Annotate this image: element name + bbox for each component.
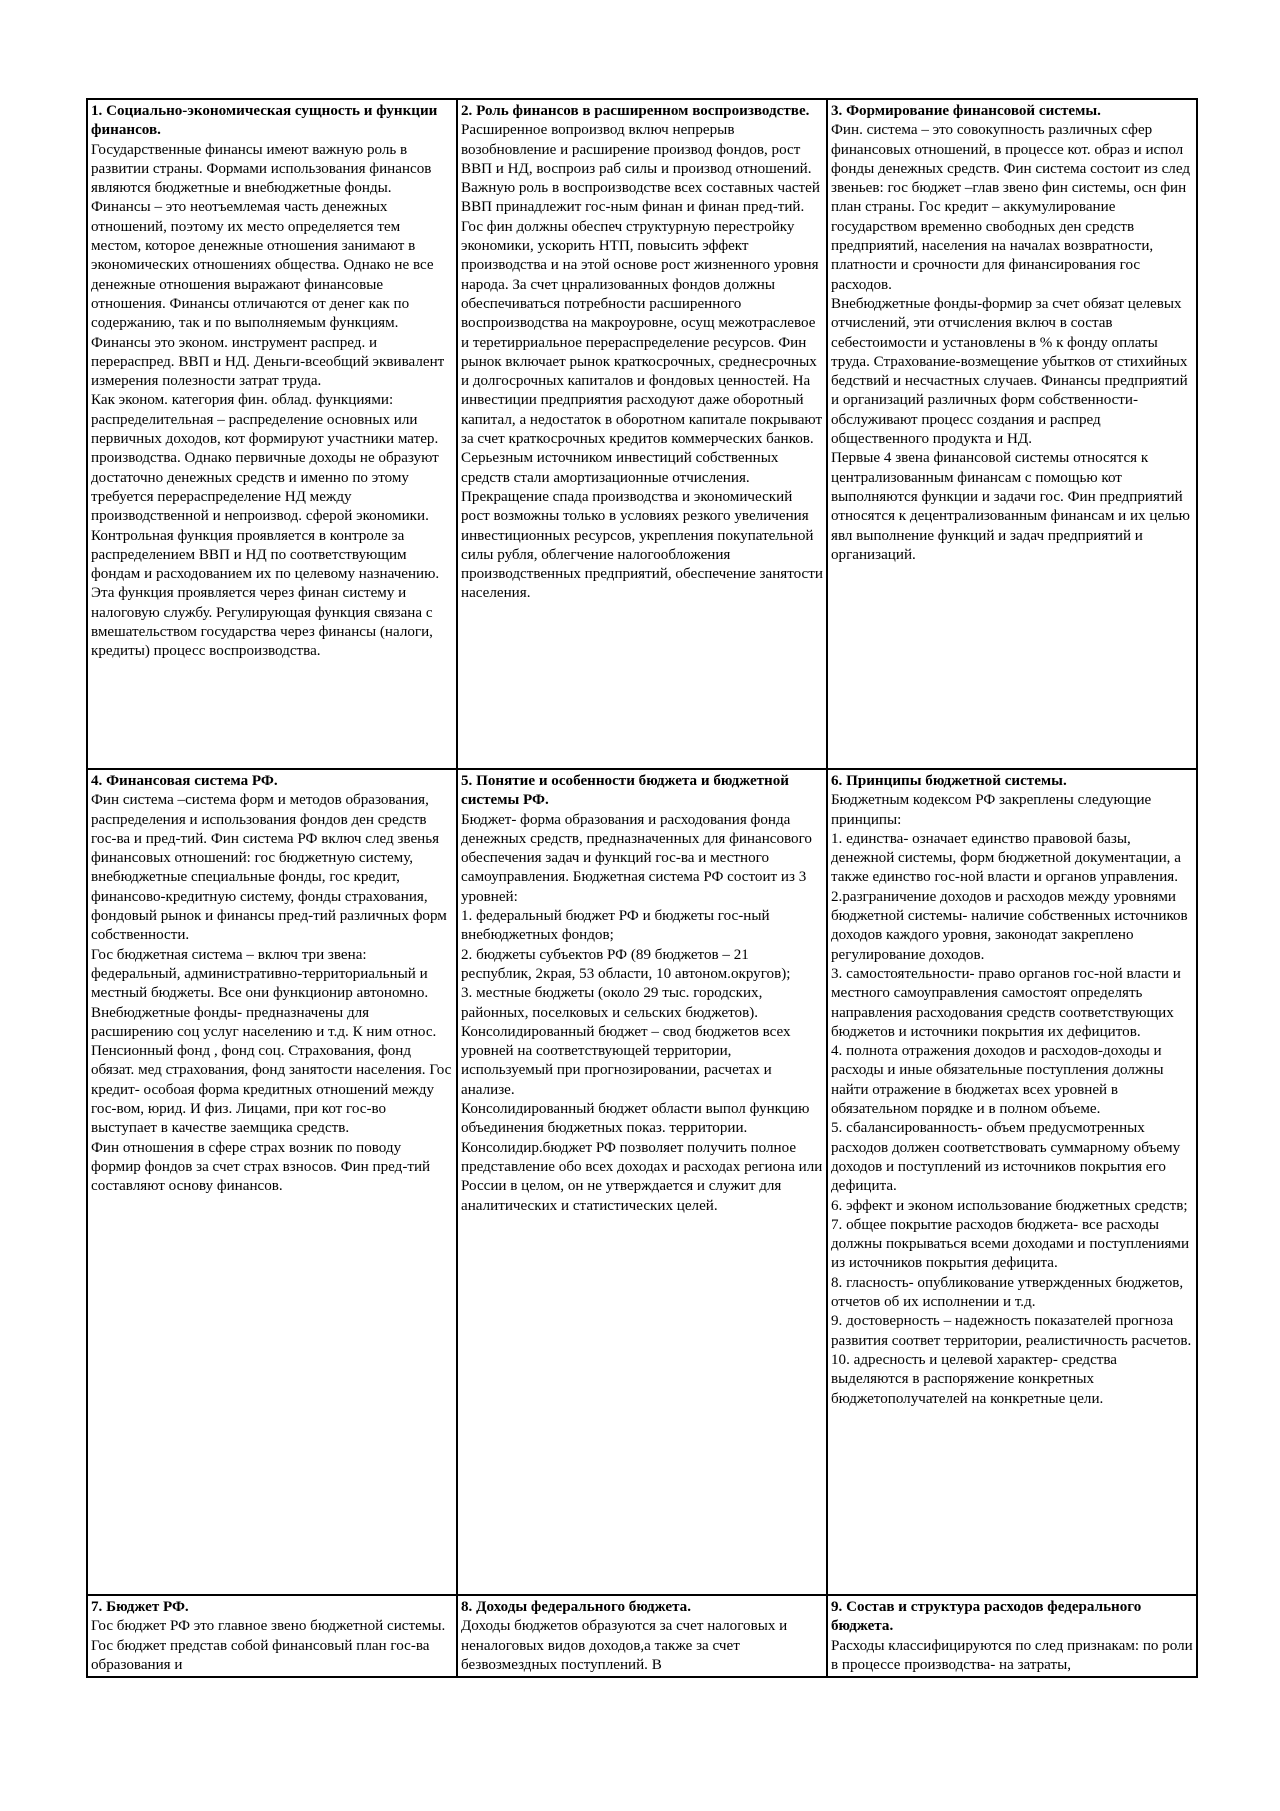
- table-row: [87, 1595, 1197, 1677]
- section-title: 2. Роль финансов в расширенном воспроизводстве.: [461, 103, 810, 119]
- table-row: [87, 769, 1197, 1595]
- section-title: 7. Бюджет РФ.: [91, 1599, 189, 1615]
- table-row: [87, 99, 1197, 769]
- section-paragraph: Гос бюджет РФ это главное звено бюджетной системы. Гос бюджет представ собой финансовый план гос-ва образования и: [91, 1618, 446, 1673]
- section-paragraph: Консолидир.бюджет РФ позволяет получить полное представление обо всех доходах и расходах региона или России в целом, он не утверждается и служит для аналитических и статистических целей.: [461, 1139, 823, 1214]
- section-paragraph: Фин система –система форм и методов образования, распределения и использования фондов ден средств гос-ва и пред-тий. Фин система РФ включ след звенья финансовых отношений: гос бюджетную систему, внебюджетные специальные фонды, гос кредит, финансово-кредитную систему, фонды страхования, фондовый рынок и финансы пред-тий различных форм собственности.: [91, 792, 447, 944]
- section-paragraph: 4. полнота отражения доходов и расходов-доходы и расходы и иные обязательные поступления должны найти отражение в бюджетах всех уровней в обязательном порядке и в полном объеме.: [831, 1043, 1164, 1118]
- table-cell: [827, 1595, 1197, 1677]
- section-paragraph: 5. сбалансированность- объем предусмотренных расходов должен соответствовать суммарному объему доходов и поступлений из источников покрытия его дефицита.: [831, 1120, 1181, 1195]
- section-paragraph: Расходы классифицируются по след признакам: по роли в процессе производства- на затраты,: [831, 1637, 1193, 1673]
- section-paragraph: Как эконом. категория фин. облад. функциями: распределительная – распределение основных или первичных доходов, кот формируют участники матер. производства. Однако первичные доходы не образуют достаточно денежных средств и именно по этому требуется перераспределение НД между производственной и непроизвод. сферой экономики. Контрольная функция проявляется в контроле за распределением ВВП и НД по соответствующим фондам и расходованием их по целевому назначению. Эта функция проявляется через финан систему и налоговую службу. Регулирующая функция связана с вмешательством государства через финансы (налоги, кредиты) процесс воспроизводства.: [91, 392, 440, 660]
- section-paragraph: 1. федеральный бюджет РФ и бюджеты гос-ный внебюджетных фондов;: [461, 908, 770, 944]
- section-title: 5. Понятие и особенности бюджета и бюджетной системы РФ.: [461, 773, 790, 809]
- section-paragraph: Первые 4 звена финансовой системы относятся к централизованным финансам с помощью кот выполняются функции и задачи гос. Фин предприятий относятся к децентрализованным финансам и их целью явл выполнение функций и задач предприятий и организаций.: [831, 450, 1190, 563]
- section-paragraph: 8. гласность- опубликование утвержденных бюджетов, отчетов об их исполнении и т.д.: [831, 1274, 1184, 1311]
- section-paragraph: Прекращение спада производства и экономический рост возможны только в условиях резкого увеличения инвестиционных ресурсов, укрепления покупательной силы рубля, облегчение налогообложения производственных предприятий, обеспечение занятости населения.: [461, 488, 823, 602]
- table-cell: [457, 99, 827, 769]
- section-paragraph: 3. самостоятельности- право органов гос-ной власти и местного самоуправления самостоят определять направления расходования средств соответствующих бюджетов и источники покрытия их дефицитов.: [831, 965, 1181, 1040]
- section-paragraph: Бюджетным кодексом РФ закреплены следующие принципы:: [831, 792, 1152, 828]
- section-paragraph: Консолидированный бюджет области выпол функцию объединения бюджетных показ. территории.: [461, 1101, 810, 1137]
- section-title: 1. Социально-экономическая сущность и функции финансов.: [91, 103, 438, 139]
- section-paragraph: 7. общее покрытие расходов бюджета- все расходы должны покрываться всеми доходами и поступлениями из источников покрытия дефицита.: [831, 1216, 1190, 1272]
- section-title: 6. Принципы бюджетной системы.: [831, 773, 1067, 789]
- section-paragraph: 9. достоверность – надежность показателей прогноза развития соответ территории, реалистичность расчетов.: [831, 1313, 1192, 1349]
- section-paragraph: 2. бюджеты субъектов РФ (89 бюджетов – 21 республик, 2края, 53 области, 10 автоном.округов);: [461, 946, 791, 982]
- section-paragraph: Бюджет- форма образования и расходования фонда денежных средств, предназначенных для финансового обеспечения задач и функций гос-ва и местного самоуправления. Бюджетная система РФ состоит из 3 уровней:: [461, 811, 812, 905]
- table-cell: [827, 99, 1197, 769]
- section-paragraph: Фин. система – это совокупность различных сфер финансовых отношений, в процессе кот. образ и испол фонды денежных средств. Фин система состоит из след звеньев: гос бюджет –глав звено фин системы, осн фин план страны. Гос кредит – аккумулирование государством временно свободных ден средств предприятий, населения на началах возвратности, платности и срочности для финансирования гос расходов.: [831, 122, 1190, 293]
- table-cell: [457, 769, 827, 1595]
- table-cell: [87, 769, 457, 1595]
- section-paragraph: 3. местные бюджеты (около 29 тыс. городских, районных, поселковых и сельских бюджетов). Консолидированный бюджет – свод бюджетов всех уровней на соответствующей территории, используемый при прогнозировании, расчетах и анализе.: [461, 985, 791, 1098]
- section-paragraph: Государственные финансы имеют важную роль в развитии страны. Формами использования финансов являются бюджетные и внебюджетные фонды. Финансы – это неотъемлемая часть денежных отношений, поэтому их место определяется тем местом, которое денежные отношения занимают в экономических отношениях общества. Однако не все денежные отношения выражают финансовые отношения. Финансы отличаются от денег как по содержанию, так и по выполняемым функциям. Финансы это эконом. инструмент распред. и перераспред. ВВП и НД. Деньги-всеобщий эквивалент измерения полезности затрат труда.: [91, 141, 445, 390]
- table-cell: [87, 99, 457, 769]
- document-page: [86, 98, 1198, 1692]
- section-title: 3. Формирование финансовой системы.: [831, 103, 1101, 119]
- section-paragraph: 1. единства- означает единство правовой базы, денежной системы, форм бюджетной документации, а также единство гос-ной власти и органов управления.: [831, 830, 1181, 886]
- section-paragraph: Внебюджетные фонды-формир за счет обязат целевых отчислений, эти отчисления включ в состав себестоимости и установлены в % к фонду оплаты труда. Страхование-возмещение убытков от стихийных бедствий и несчастных случаев. Финансы предприятий и организаций различных форм собственности-обслуживают процесс создания и распред общественного продукта и НД.: [831, 295, 1188, 448]
- section-title: 4. Финансовая система РФ.: [91, 773, 278, 789]
- table-cell: [827, 769, 1197, 1595]
- section-paragraph: 10. адресность и целевой характер- средства выделяются в распоряжение конкретных бюджетополучателей на конкретные цели.: [831, 1351, 1117, 1407]
- section-title: 8. Доходы федерального бюджета.: [461, 1599, 691, 1615]
- section-paragraph: 6. эффект и эконом использование бюджетных средств;: [831, 1197, 1188, 1214]
- table-cell: [87, 1595, 457, 1677]
- section-paragraph: Расширенное вопроизвод включ непрерыв возобновление и расширение производ фондов, рост ВВП и НД, воспроиз раб силы и производ отношений. Важную роль в воспроизводстве всех составных частей ВВП принадлежит гос-ным финан и финан пред-тий. Гос фин должны обеспеч структурную перестройку экономики, ускорить НТП, повысить эффект производства и на этой основе рост жизненного уровня народа. За счет цнрализованных фондов должны обеспечиваться потребности расширенного воспроизводства на макроуровне, осущ межотраслевое и теретирриальное перераспределение ресурсов. Фин рынок включает рынок краткосрочных, среднесрочных и долгосрочных капиталов и фондовых ценностей. На инвестиции предприятия расходуют даже оборотный капитал, а недостаток в оборотном капитале покрывают за счет краткосрочных кредитов коммерческих банков. Серьезным источником инвестиций собственных средств стали амортизационные отчисления.: [461, 122, 823, 486]
- section-title: 9. Состав и структура расходов федерального бюджета.: [831, 1599, 1142, 1635]
- topics-table: [86, 98, 1198, 1678]
- section-paragraph: Доходы бюджетов образуются за счет налоговых и неналоговых видов доходов,а также за счет безвозмездных поступлений. В: [461, 1618, 788, 1673]
- table-cell: [457, 1595, 827, 1677]
- section-paragraph: 2.разграничение доходов и расходов между уровнями бюджетной системы- наличие собственных источников доходов каждого уровня, законодат закреплено регулирование доходов.: [831, 888, 1188, 963]
- section-paragraph: Гос бюджетная система – включ три звена: федеральный, административно-территориальный и местный бюджеты. Все они функционир автономно. Внебюджетные фонды- предназначены для расширению соц услуг населению и т.д. К ним относ. Пенсионный фонд , фонд соц. Страхования, фонд обязат. мед страхования, фонд занятости населения. Гос кредит- особоая форма кредитных отношений между гос-вом, юрид. И физ. Лицами, при кот гос-во выступает в качестве заемщика средств.: [91, 946, 452, 1137]
- section-paragraph: Фин отношения в сфере страх возник по поводу формир фондов за счет страх взносов. Фин пред-тий составляют основу финансов.: [91, 1139, 431, 1195]
